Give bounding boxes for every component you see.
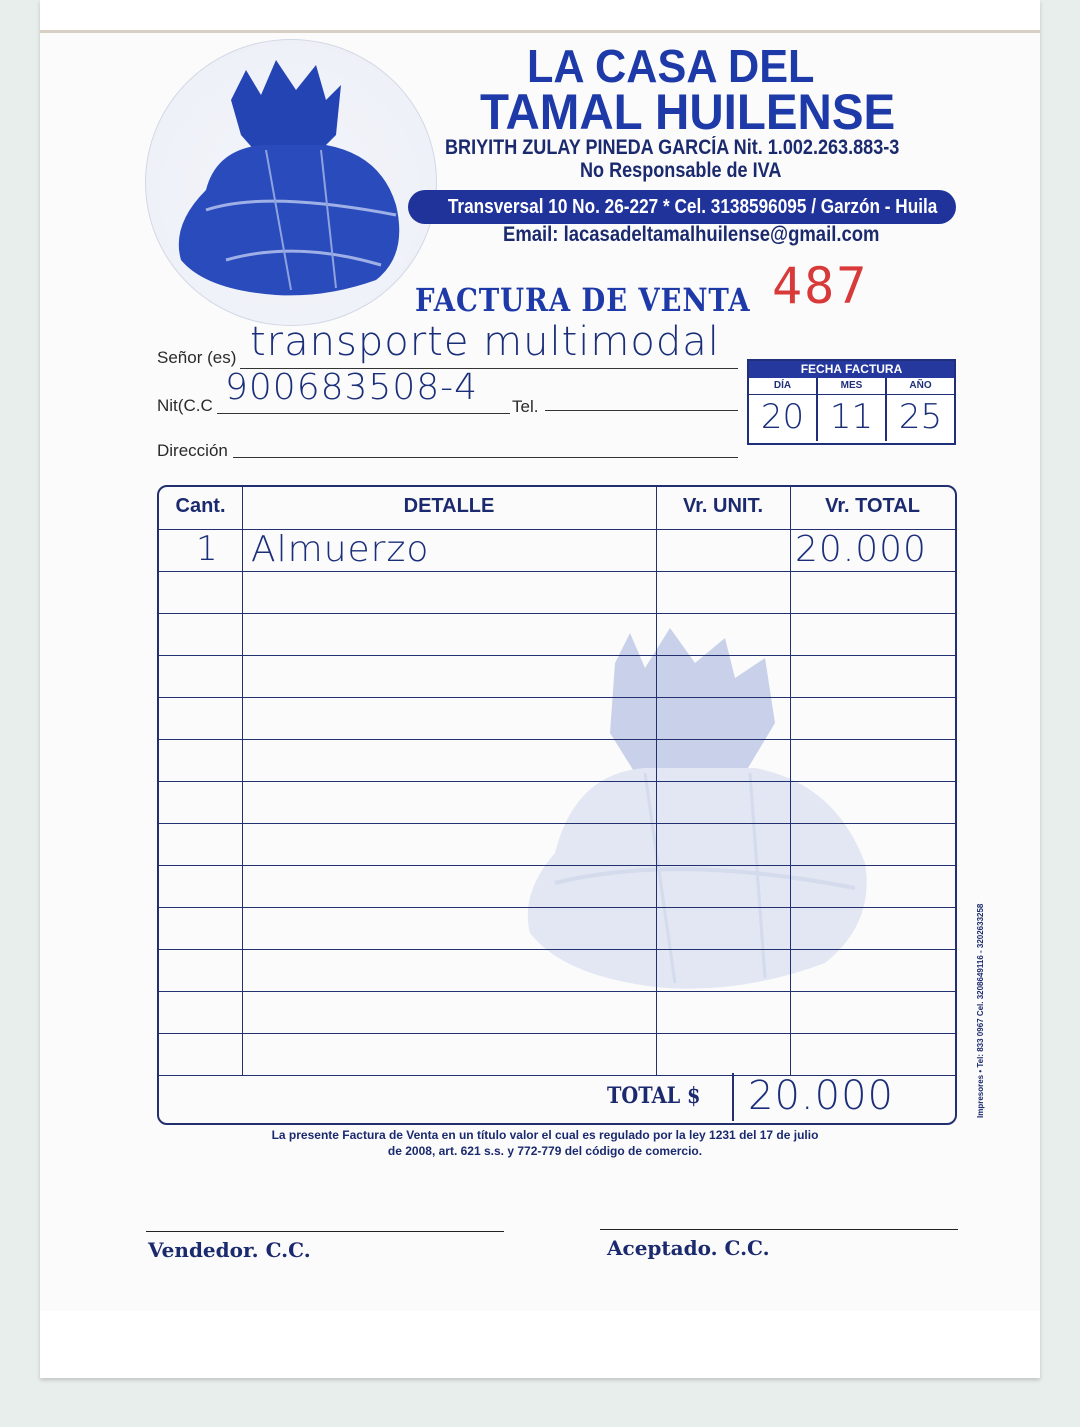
document-title: FACTURA DE VENTA — [415, 281, 751, 319]
year-value: 25 — [898, 397, 943, 437]
customer-name-label: Señor (es) — [157, 348, 237, 367]
row-divider — [159, 907, 955, 908]
tel-line — [545, 410, 738, 411]
date-day-cell — [749, 378, 818, 441]
row-detail: Almuerzo — [251, 529, 430, 570]
row-divider — [159, 823, 955, 824]
printer-credit-text: Impresores • Tel: 833 0967 Cel. 3208649116 - 3202633258 — [976, 903, 985, 1118]
row-qty: 1 — [196, 529, 219, 569]
nit-line — [217, 413, 510, 414]
day-label: DÍA — [749, 378, 816, 395]
date-year-cell — [887, 378, 954, 441]
brand-name-line1: LA CASA DEL — [527, 40, 815, 92]
row-divider — [159, 781, 955, 782]
header-unit-price: Vr. UNIT. — [682, 495, 764, 517]
seller-signature-label: Vendedor. C.C. — [148, 1238, 311, 1262]
invoice-photo — [40, 30, 1040, 1311]
date-month-cell — [818, 378, 887, 441]
tax-status: No Responsable de IVA — [580, 159, 782, 182]
invoice-date-box — [747, 359, 956, 445]
brand-name-line2: TAMAL HUILENSE — [480, 84, 896, 140]
day-value: 20 — [760, 397, 805, 437]
total-value: 20.000 — [748, 1073, 894, 1119]
legal-notice: La presente Factura de Venta en un título valor el cual es regulado por la ley 1231 del 17 de julio de 2008, art. 621 s.s. y 772-779 del código de comercio. — [271, 1128, 819, 1158]
owner-info: BRIYITH ZULAY PINEDA GARCÍA Nit. 1.002.263.883-3 — [445, 136, 900, 159]
seller-signature-line — [146, 1231, 504, 1232]
month-label: MES — [818, 378, 885, 395]
address-line — [233, 457, 738, 458]
row-divider — [159, 1033, 955, 1034]
items-table — [157, 485, 957, 1125]
row-divider — [159, 613, 955, 614]
row-divider — [159, 949, 955, 950]
address-banner — [408, 190, 956, 224]
row-divider — [159, 739, 955, 740]
date-header: FECHA FACTURA — [749, 361, 954, 378]
address-label: Dirección — [157, 441, 228, 460]
row-divider — [159, 697, 955, 698]
year-label: AÑO — [887, 378, 954, 395]
row-divider — [159, 655, 955, 656]
accepted-signature-label: Aceptado. C.C. — [607, 1236, 770, 1260]
screen-frame — [40, 0, 1040, 1378]
email-text: Email: lacasadeltamalhuilense@gmail.com — [503, 223, 880, 246]
header-total: Vr. TOTAL — [825, 495, 920, 517]
header-qty: Cant. — [175, 495, 226, 517]
header-detail: DETALLE — [403, 495, 495, 517]
tel-label: Tel. — [512, 397, 539, 416]
tamal-logo-icon — [146, 40, 436, 325]
row-divider — [159, 991, 955, 992]
row-divider — [159, 571, 955, 572]
row-divider — [159, 865, 955, 866]
nit-label: Nit(C.C — [157, 396, 213, 415]
address-text: Transversal 10 No. 26-227 * Cel. 3138596095 / Garzón - Huila — [447, 196, 938, 218]
month-value: 11 — [829, 397, 874, 437]
printer-credit — [962, 848, 985, 1118]
accepted-signature-line — [600, 1229, 958, 1230]
nit-value: 900683508-4 — [225, 367, 479, 408]
total-label: TOTAL $ — [607, 1083, 701, 1109]
logo-circle — [145, 39, 437, 326]
total-box — [732, 1073, 955, 1121]
invoice-number: 487 — [772, 257, 869, 315]
customer-name-value: transporte multimodal — [250, 319, 720, 365]
row-total: 20.000 — [795, 529, 927, 570]
